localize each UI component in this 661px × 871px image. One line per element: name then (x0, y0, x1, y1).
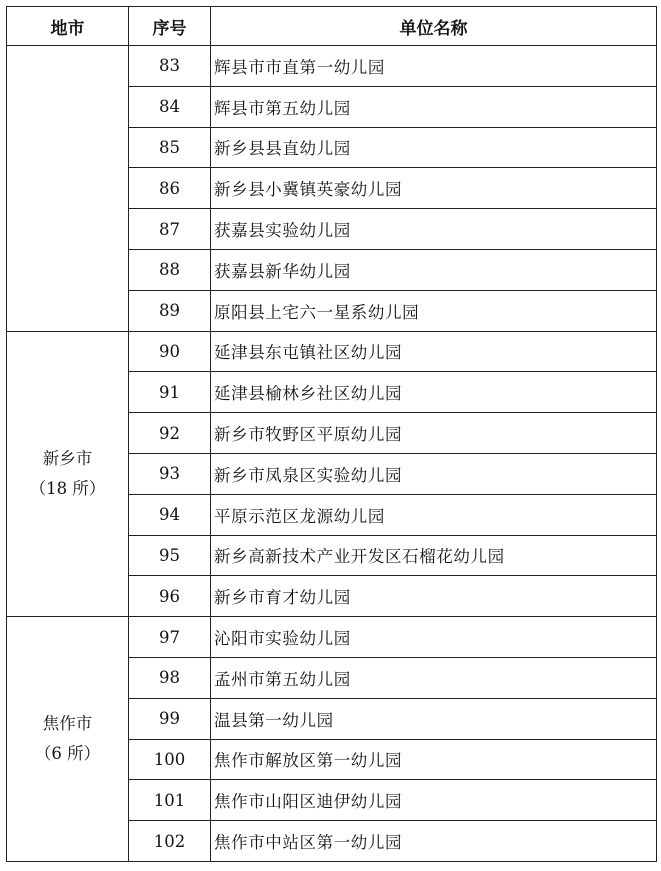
index-cell: 86 (129, 168, 211, 209)
index-cell: 87 (129, 209, 211, 250)
index-cell: 85 (129, 127, 211, 168)
kindergarten-table (6, 6, 657, 862)
name-cell: 辉县市市直第一幼儿园 (211, 46, 657, 87)
header-row (7, 7, 657, 46)
region-cell (7, 331, 129, 617)
name-cell: 平原示范区龙源幼儿园 (211, 494, 657, 535)
index-cell: 91 (129, 372, 211, 413)
name-cell: 新乡县县直幼儿园 (211, 127, 657, 168)
table-row (7, 331, 657, 372)
index-cell: 84 (129, 86, 211, 127)
index-cell: 90 (129, 331, 211, 372)
table-row (7, 46, 657, 87)
index-cell: 88 (129, 249, 211, 290)
name-cell: 沁阳市实验幼儿园 (211, 617, 657, 658)
index-cell: 83 (129, 46, 211, 87)
name-cell: 焦作市中站区第一幼儿园 (211, 821, 657, 862)
region-count: （18 所） (29, 478, 106, 498)
name-cell: 焦作市解放区第一幼儿园 (211, 739, 657, 780)
index-cell: 96 (129, 576, 211, 617)
region-cell (7, 617, 129, 862)
header-name: 单位名称 (211, 7, 657, 46)
name-cell: 原阳县上宅六一星系幼儿园 (211, 290, 657, 331)
name-cell: 获嘉县新华幼儿园 (211, 249, 657, 290)
name-cell: 新乡高新技术产业开发区石榴花幼儿园 (211, 535, 657, 576)
table-body (7, 46, 657, 862)
name-cell: 延津县东屯镇社区幼儿园 (211, 331, 657, 372)
name-cell: 获嘉县实验幼儿园 (211, 209, 657, 250)
name-cell: 新乡市育才幼儿园 (211, 576, 657, 617)
name-cell: 辉县市第五幼儿园 (211, 86, 657, 127)
index-cell: 97 (129, 617, 211, 658)
name-cell: 孟州市第五幼儿园 (211, 657, 657, 698)
name-cell: 温县第一幼儿园 (211, 698, 657, 739)
region-name: 焦作市 (42, 714, 93, 734)
region-name: 新乡市 (42, 448, 93, 468)
index-cell: 99 (129, 698, 211, 739)
index-cell: 101 (129, 780, 211, 821)
name-cell: 焦作市山阳区迪伊幼儿园 (211, 780, 657, 821)
name-cell: 延津县榆林乡社区幼儿园 (211, 372, 657, 413)
index-cell: 89 (129, 290, 211, 331)
index-cell: 98 (129, 657, 211, 698)
index-cell: 100 (129, 739, 211, 780)
index-cell: 94 (129, 494, 211, 535)
header-region: 地市 (7, 7, 129, 46)
index-cell: 95 (129, 535, 211, 576)
name-cell: 新乡市牧野区平原幼儿园 (211, 413, 657, 454)
index-cell: 92 (129, 413, 211, 454)
header-index: 序号 (129, 7, 211, 46)
index-cell: 102 (129, 821, 211, 862)
region-cell (7, 46, 129, 332)
name-cell: 新乡市凤泉区实验幼儿园 (211, 453, 657, 494)
name-cell: 新乡县小冀镇英豪幼儿园 (211, 168, 657, 209)
index-cell: 93 (129, 453, 211, 494)
table-row (7, 617, 657, 658)
region-count: （6 所） (34, 744, 101, 764)
